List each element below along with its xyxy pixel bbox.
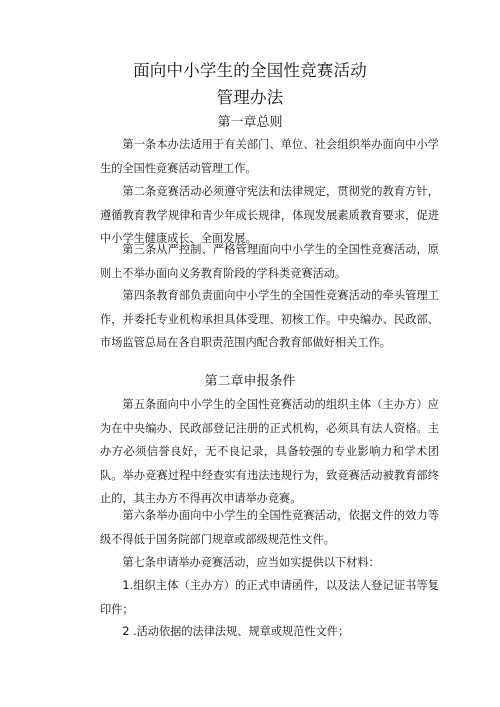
article-6-paragraph: 第六条举办面向中小学生的全国性竞赛活动，依据文件的效力等级不得低于国务院部门规章或部级规范性文件。 — [100, 509, 439, 546]
document-title-line1: 面向中小学生的全国性竞赛活动 — [133, 61, 367, 80]
list-item-2: 2 .活动依据的法律法规、规章或规范性文件； — [122, 625, 350, 638]
article-5-paragraph: 第五条面向中小学生的全国性竞赛活动的组织主体（主办方）应为在中央编办、民政部登记注册的正式机构，必须具有法人资格。主办方必须信誉良好，无不良记录，具备较强的专业影响力和学术团队。举办竞赛过程中经查实有违法违规行为，致竞赛活动被教育部终止的，其主办方不得再次申请举办竞赛。 — [100, 398, 439, 505]
chapter-heading-general: 第一章总则 — [217, 115, 283, 130]
document-title-line2: 管理办法 — [216, 88, 284, 107]
chapter-heading-application: 第二章申报条件 — [204, 374, 296, 389]
article-2-paragraph: 第二条竞赛活动必须遵守宪法和法律规定，贯彻党的教育方针，遵循教育教学规律和青少年成长规律，体现发展素质教育要求，促进中小学生健康成长、全面发展。 — [100, 185, 439, 245]
article-3-paragraph: 第三条从严控制、严格管理面向中小学生的全国性竞赛活动，原则上不举办面向义务教育阶段的学科类竞赛活动。 — [100, 243, 439, 280]
article-1-paragraph: 第一条本办法适用于有关部门、单位、社会组织举办面向中小学生的全国性竞赛活动管理工作。 — [100, 138, 439, 175]
article-4-paragraph: 第四条教育部负责面向中小学生的全国性竞赛活动的牵头管理工作，并委托专业机构承担具体受理、初核工作。中央编办、民政部、市场监管总局在各自职责范围内配合教育部做好相关工作。 — [100, 289, 439, 349]
article-7-paragraph: 第七条申请举办竞赛活动，应当如实提供以下材料： — [122, 556, 380, 569]
list-item-1: 1.组织主体（主办方）的正式申请函件，以及法人登记证书等复印件； — [100, 579, 439, 616]
